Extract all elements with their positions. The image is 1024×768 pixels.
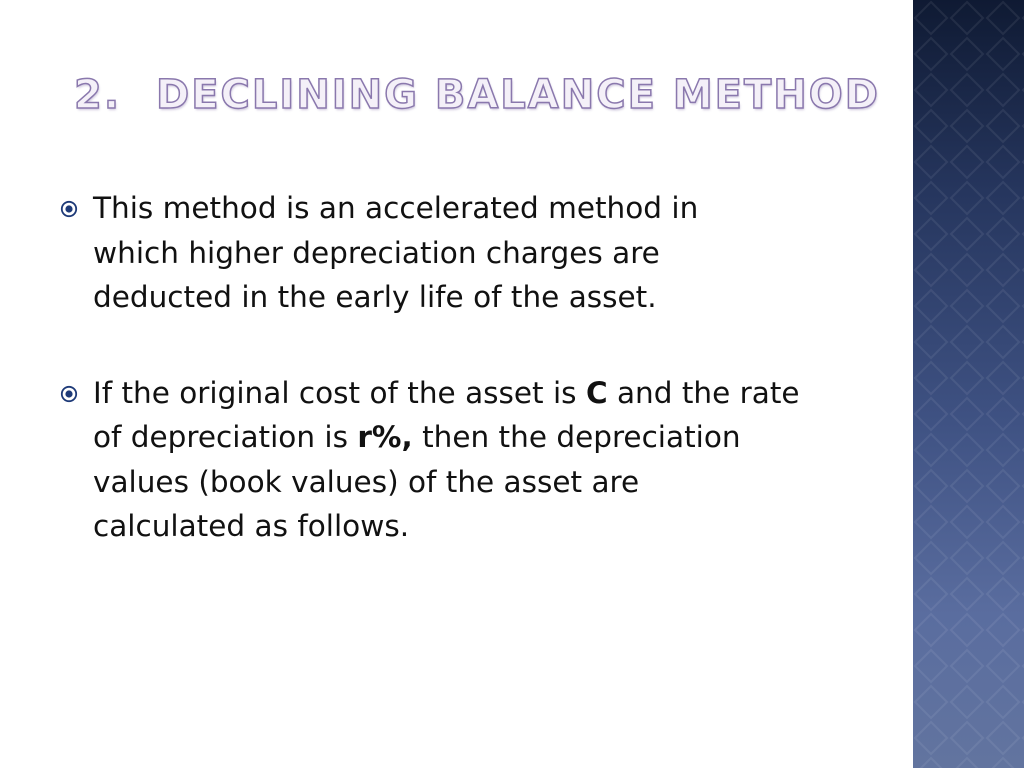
text-run: If the original cost of the asset is	[93, 375, 586, 410]
text-run: then the depreciation	[412, 420, 741, 454]
bullet-line: This method is an accelerated method in	[93, 191, 699, 225]
slide-title	[74, 72, 894, 118]
rate-symbol: r%,	[357, 420, 413, 454]
text-run: and the rate	[607, 375, 800, 410]
radio-bullet-icon	[60, 200, 78, 218]
title-number: 2.	[74, 72, 122, 118]
bullet-item	[60, 186, 940, 320]
bullet-line: which higher depreciation charges are	[93, 235, 660, 270]
text-run: of depreciation is	[93, 420, 358, 454]
cost-symbol: C	[585, 375, 608, 410]
bullet-item	[60, 371, 940, 549]
bullet-line: values (book values) of the asset are	[93, 464, 640, 499]
bullet-list	[60, 186, 940, 600]
bullet-line: calculated as follows.	[93, 509, 410, 543]
bullet-line: deducted in the early life of the asset.	[93, 280, 657, 314]
bullet-line	[93, 371, 940, 416]
bullet-line	[93, 415, 940, 460]
title-text: DECLINING BALANCE METHOD	[156, 72, 880, 118]
radio-bullet-icon	[60, 385, 78, 403]
